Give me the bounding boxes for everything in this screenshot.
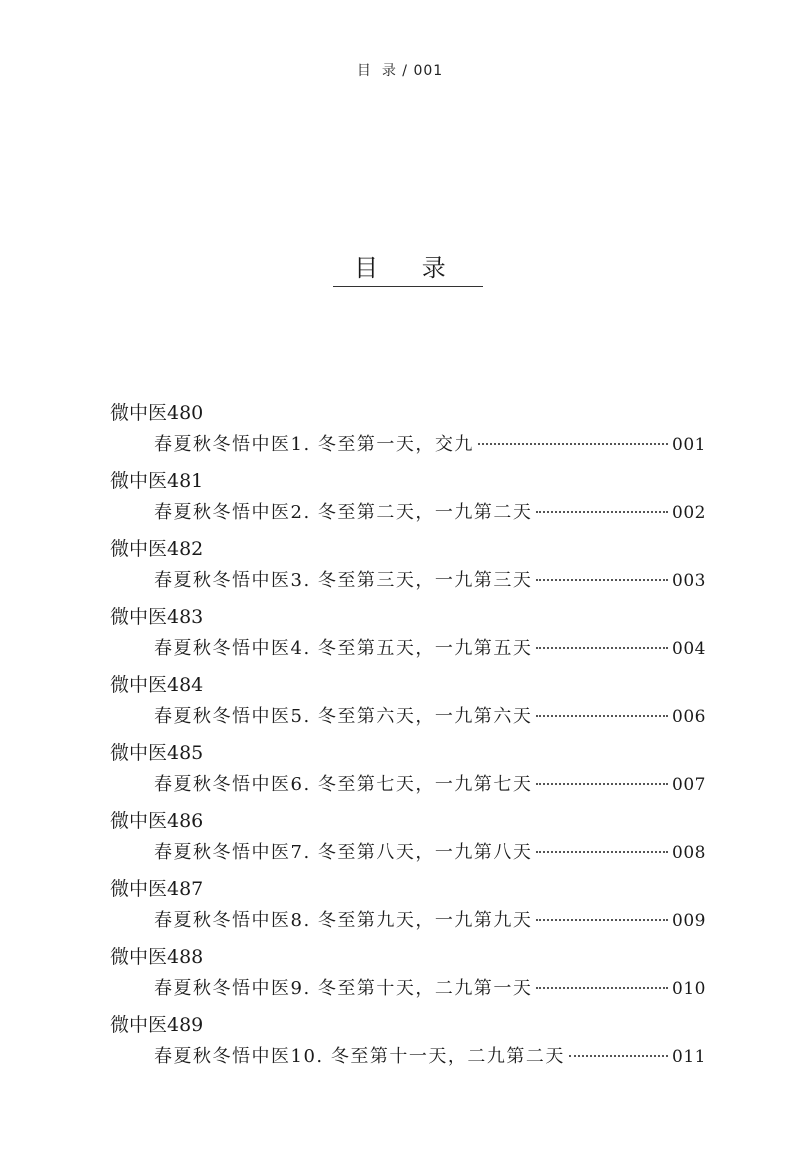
toc-entry-page: 008 <box>672 843 706 863</box>
toc-entry <box>110 534 706 602</box>
toc-entry <box>110 398 706 466</box>
toc-entry-title: 春夏秋冬悟中医8. 冬至第九天，一九第九天 <box>154 910 533 931</box>
toc-entry-title: 春夏秋冬悟中医6. 冬至第七天，一九第七天 <box>154 774 533 795</box>
toc-entry-heading: 微中医481 <box>110 470 204 492</box>
toc-entry-title: 春夏秋冬悟中医10. 冬至第十一天，二九第二天 <box>154 1046 565 1067</box>
toc-entry-heading: 微中医485 <box>110 742 204 764</box>
toc-entry-line[interactable] <box>154 634 706 664</box>
toc-entry-title: 春夏秋冬悟中医2. 冬至第二天，一九第二天 <box>154 502 533 523</box>
toc-entry-heading: 微中医483 <box>110 606 204 628</box>
dot-leader <box>536 919 668 921</box>
toc-entry-title: 春夏秋冬悟中医3. 冬至第三天，一九第三天 <box>154 570 533 591</box>
toc-entry-line[interactable] <box>154 430 706 460</box>
dot-leader <box>536 851 668 853</box>
toc-entry-line[interactable] <box>154 566 706 596</box>
toc-entry-heading: 微中医486 <box>110 810 204 832</box>
dot-leader <box>536 511 668 513</box>
toc-entry-line[interactable] <box>154 906 706 936</box>
toc-entry-page: 003 <box>672 571 706 591</box>
toc-entry-page: 009 <box>672 911 706 931</box>
running-head-label-b: 录 <box>381 63 397 79</box>
toc-entry-heading: 微中医488 <box>110 946 204 968</box>
toc-entry-line[interactable] <box>154 1042 706 1072</box>
toc-entry-title: 春夏秋冬悟中医1. 冬至第一天，交九 <box>154 434 474 455</box>
toc-entry <box>110 466 706 534</box>
toc-entry-line[interactable] <box>154 974 706 1004</box>
toc-entry-line[interactable] <box>154 498 706 528</box>
dot-leader <box>478 443 668 445</box>
toc-list <box>110 398 706 1078</box>
toc-entry-title: 春夏秋冬悟中医4. 冬至第五天，一九第五天 <box>154 638 533 659</box>
dot-leader <box>569 1055 668 1057</box>
toc-entry-heading: 微中医484 <box>110 674 204 696</box>
toc-entry-line[interactable] <box>154 770 706 800</box>
toc-entry-page: 011 <box>672 1047 706 1067</box>
dot-leader <box>536 987 668 989</box>
toc-entry-page: 001 <box>672 435 706 455</box>
dot-leader <box>536 715 668 717</box>
toc-entry <box>110 602 706 670</box>
toc-entry-line[interactable] <box>154 838 706 868</box>
running-head-page: / 001 <box>402 63 444 79</box>
dot-leader <box>536 579 668 581</box>
toc-entry-heading: 微中医480 <box>110 402 204 424</box>
toc-entry <box>110 874 706 942</box>
toc-entry <box>110 806 706 874</box>
toc-entry-heading: 微中医489 <box>110 1014 204 1036</box>
toc-entry <box>110 738 706 806</box>
toc-entry-page: 002 <box>672 503 706 523</box>
toc-title: 目 录 <box>354 254 464 282</box>
toc-entry-page: 007 <box>672 775 706 795</box>
dot-leader <box>536 647 668 649</box>
toc-entry-page: 006 <box>672 707 706 727</box>
toc-entry-line[interactable] <box>154 702 706 732</box>
toc-entry-page: 010 <box>672 979 706 999</box>
title-rule <box>333 286 483 287</box>
toc-entry-page: 004 <box>672 639 706 659</box>
toc-entry <box>110 1010 706 1078</box>
running-head <box>0 60 800 80</box>
running-head-label-a: 目 <box>356 63 372 79</box>
toc-entry <box>110 942 706 1010</box>
toc-entry-heading: 微中医482 <box>110 538 204 560</box>
toc-entry-title: 春夏秋冬悟中医5. 冬至第六天，一九第六天 <box>154 706 533 727</box>
toc-entry-title: 春夏秋冬悟中医7. 冬至第八天，一九第八天 <box>154 842 533 863</box>
dot-leader <box>536 783 668 785</box>
toc-entry-heading: 微中医487 <box>110 878 204 900</box>
toc-entry <box>110 670 706 738</box>
toc-entry-title: 春夏秋冬悟中医9. 冬至第十天，二九第一天 <box>154 978 533 999</box>
